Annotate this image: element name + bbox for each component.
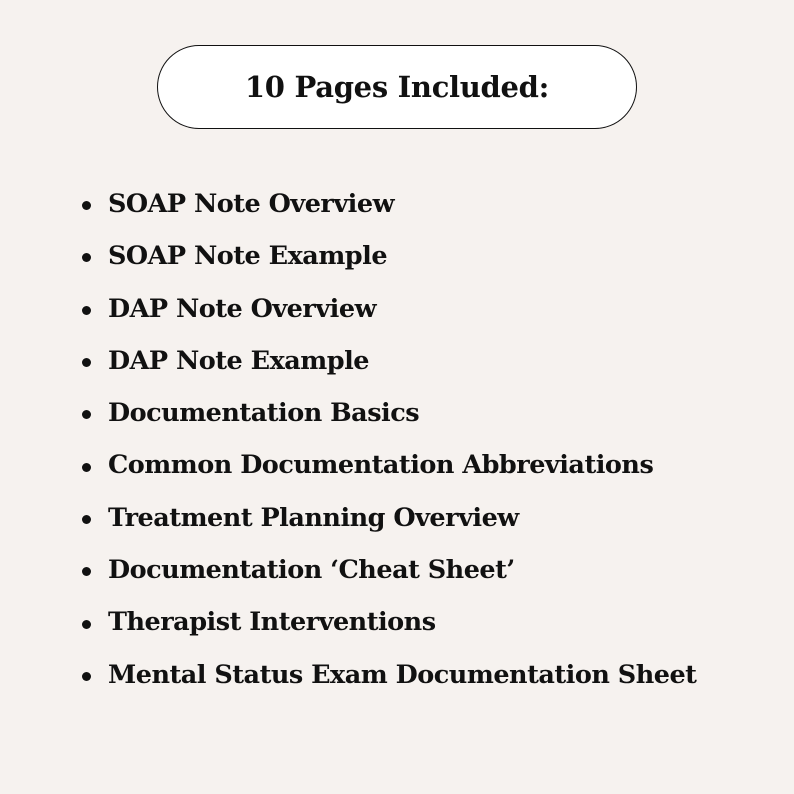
list-item [82, 649, 696, 701]
bullet-icon [82, 358, 91, 367]
list-item [82, 387, 696, 439]
bullet-icon [82, 201, 91, 210]
pages-list [82, 178, 696, 701]
bullet-icon [82, 515, 91, 524]
bullet-icon [82, 567, 91, 576]
list-item [82, 335, 696, 387]
list-item [82, 283, 696, 335]
title-pill [157, 45, 637, 129]
bullet-icon [82, 253, 91, 262]
list-item [82, 439, 696, 491]
list-item-label: SOAP Note Example [108, 241, 388, 272]
bullet-icon [82, 463, 91, 472]
list-item-label: DAP Note Example [108, 345, 370, 376]
list-item-label: Common Documentation Abbreviations [108, 450, 654, 481]
list-item-label: Documentation Basics [108, 398, 420, 429]
list-item [82, 596, 696, 648]
list-item-label: SOAP Note Overview [108, 189, 395, 219]
list-item [82, 492, 696, 544]
list-item [82, 178, 696, 230]
list-item-label: Therapist Interventions [108, 607, 436, 638]
list-item-label: Documentation ‘Cheat Sheet’ [108, 555, 515, 586]
list-item [82, 230, 696, 282]
list-item-label: Treatment Planning Overview [108, 502, 519, 533]
bullet-icon [82, 672, 91, 681]
bullet-icon [82, 620, 91, 629]
list-item [82, 544, 696, 596]
page-title: 10 Pages Included: [244, 70, 550, 104]
list-item-label: Mental Status Exam Documentation Sheet [108, 659, 697, 690]
bullet-icon [82, 306, 91, 315]
bullet-icon [82, 410, 91, 419]
list-item-label: DAP Note Overview [108, 293, 377, 324]
